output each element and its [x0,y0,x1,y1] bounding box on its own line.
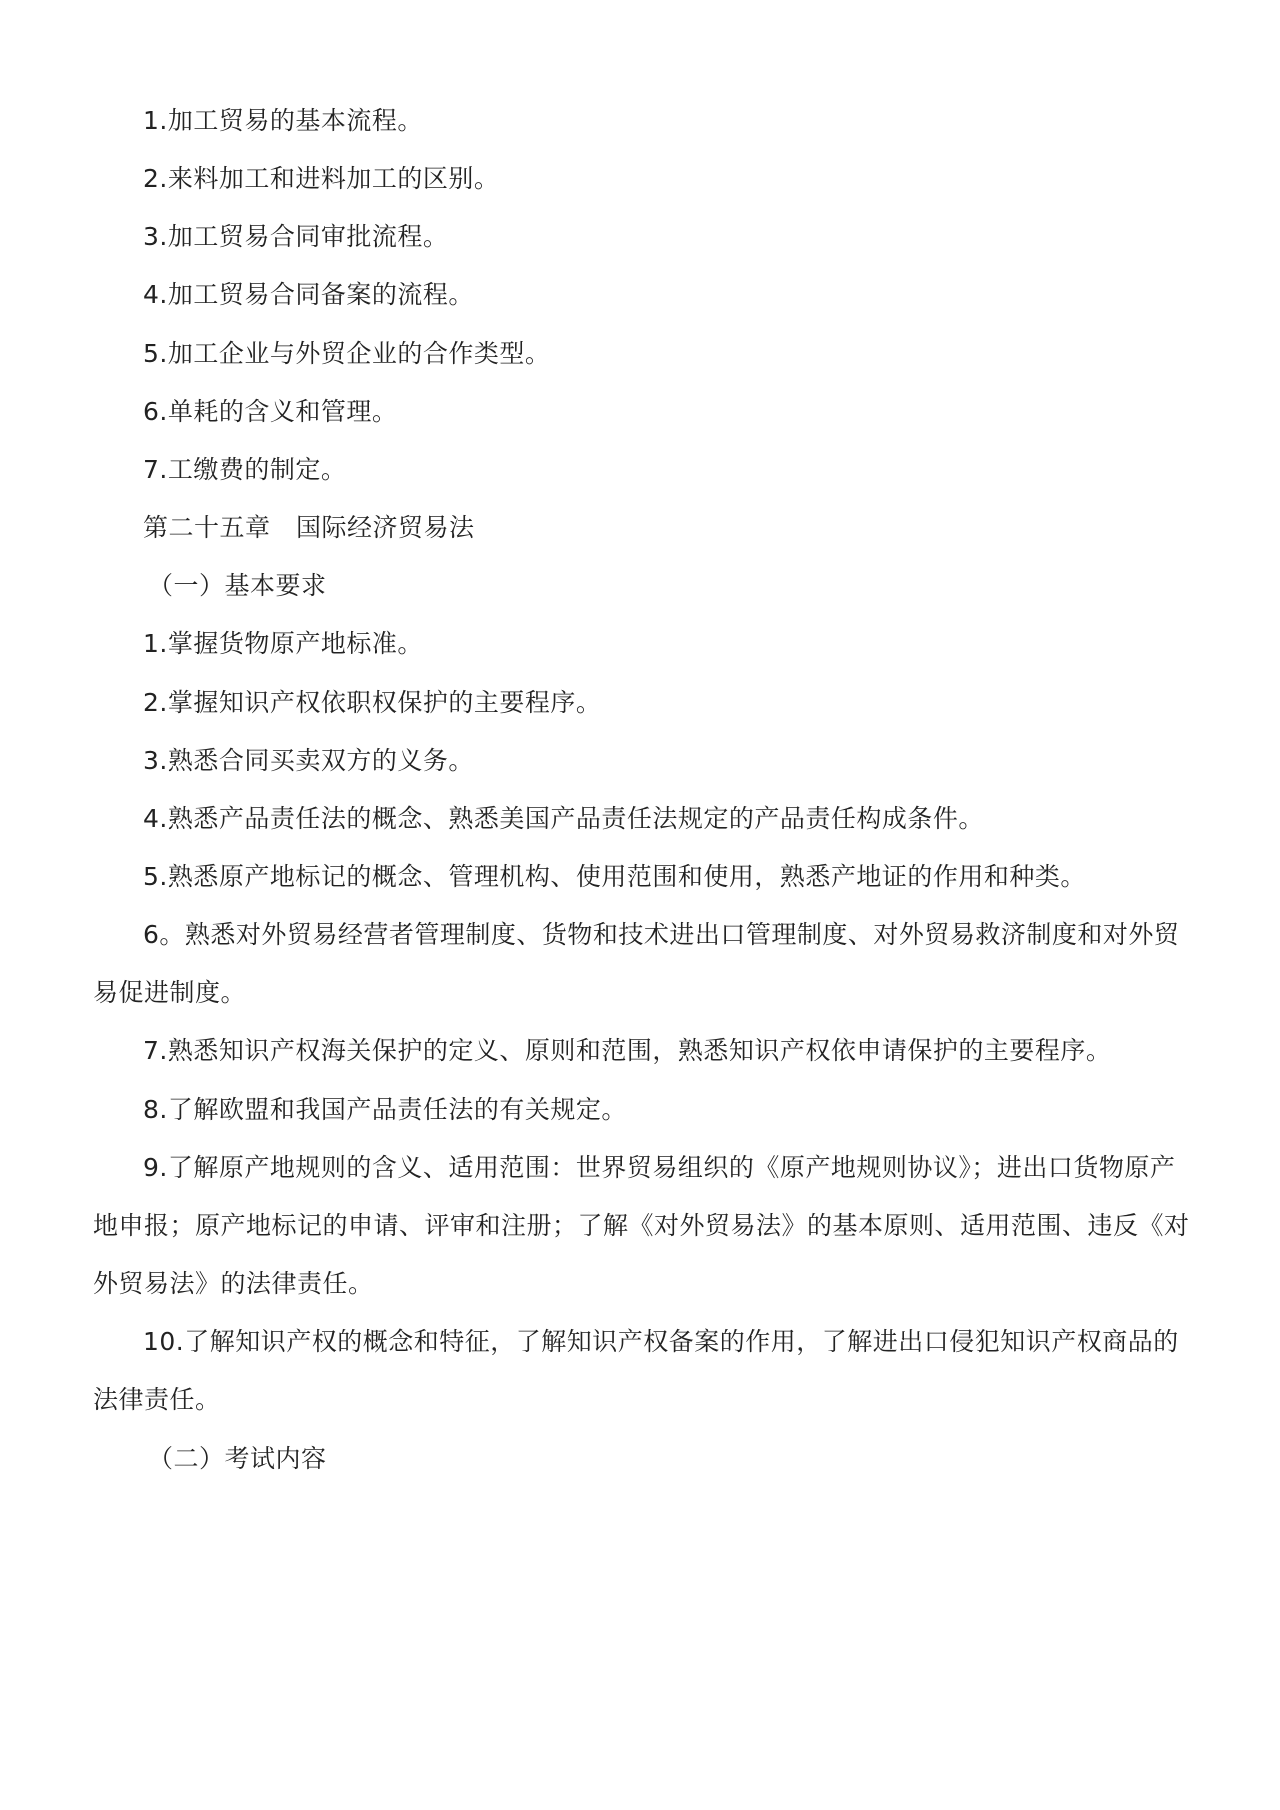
section-heading-exam-content: （二）考试内容 [148,1444,327,1473]
list-item: 7.工缴费的制定。 [143,455,347,484]
requirement-item-9-line-1: 9.了解原产地规则的含义、适用范围：世界贸易组织的《原产地规则协议》；进出口货物原产 [143,1153,1176,1182]
requirement-item-10-line-1: 10.了解知识产权的概念和特征，了解知识产权备案的作用，了解进出口侵犯知识产权商品的 [143,1327,1179,1356]
list-item: 4.加工贸易合同备案的流程。 [143,280,474,309]
section-heading-basic-requirements: （一）基本要求 [148,571,327,600]
list-item: 3.加工贸易合同审批流程。 [143,222,449,251]
requirement-item: 5.熟悉原产地标记的概念、管理机构、使用范围和使用，熟悉产地证的作用和种类。 [143,862,1086,891]
list-item: 1.加工贸易的基本流程。 [143,106,423,135]
list-item: 5.加工企业与外贸企业的合作类型。 [143,339,551,368]
requirement-item-6-line-2: 易促进制度。 [93,978,247,1007]
list-item: 6.单耗的含义和管理。 [143,397,398,426]
requirement-item-7: 7.熟悉知识产权海关保护的定义、原则和范围，熟悉知识产权依申请保护的主要程序。 [143,1036,1112,1065]
requirement-item: 4.熟悉产品责任法的概念、熟悉美国产品责任法规定的产品责任构成条件。 [143,804,984,833]
requirement-item-10-line-2: 法律责任。 [93,1385,221,1414]
requirement-item-6-line-1: 6。熟悉对外贸易经营者管理制度、货物和技术进出口管理制度、对外贸易救济制度和对外贸 [143,920,1180,949]
requirement-item-9-line-3: 外贸易法》的法律责任。 [93,1269,374,1298]
requirement-item-9-line-2: 地申报；原产地标记的申请、评审和注册；了解《对外贸易法》的基本原则、适用范围、违反《对 [93,1211,1190,1240]
requirement-item: 1.掌握货物原产地标准。 [143,629,423,658]
chapter-title: 第二十五章 国际经济贸易法 [143,513,475,542]
requirement-item: 3.熟悉合同买卖双方的义务。 [143,746,474,775]
requirement-item-8: 8.了解欧盟和我国产品责任法的有关规定。 [143,1095,627,1124]
list-item: 2.来料加工和进料加工的区别。 [143,164,500,193]
requirement-item: 2.掌握知识产权依职权保护的主要程序。 [143,688,602,717]
